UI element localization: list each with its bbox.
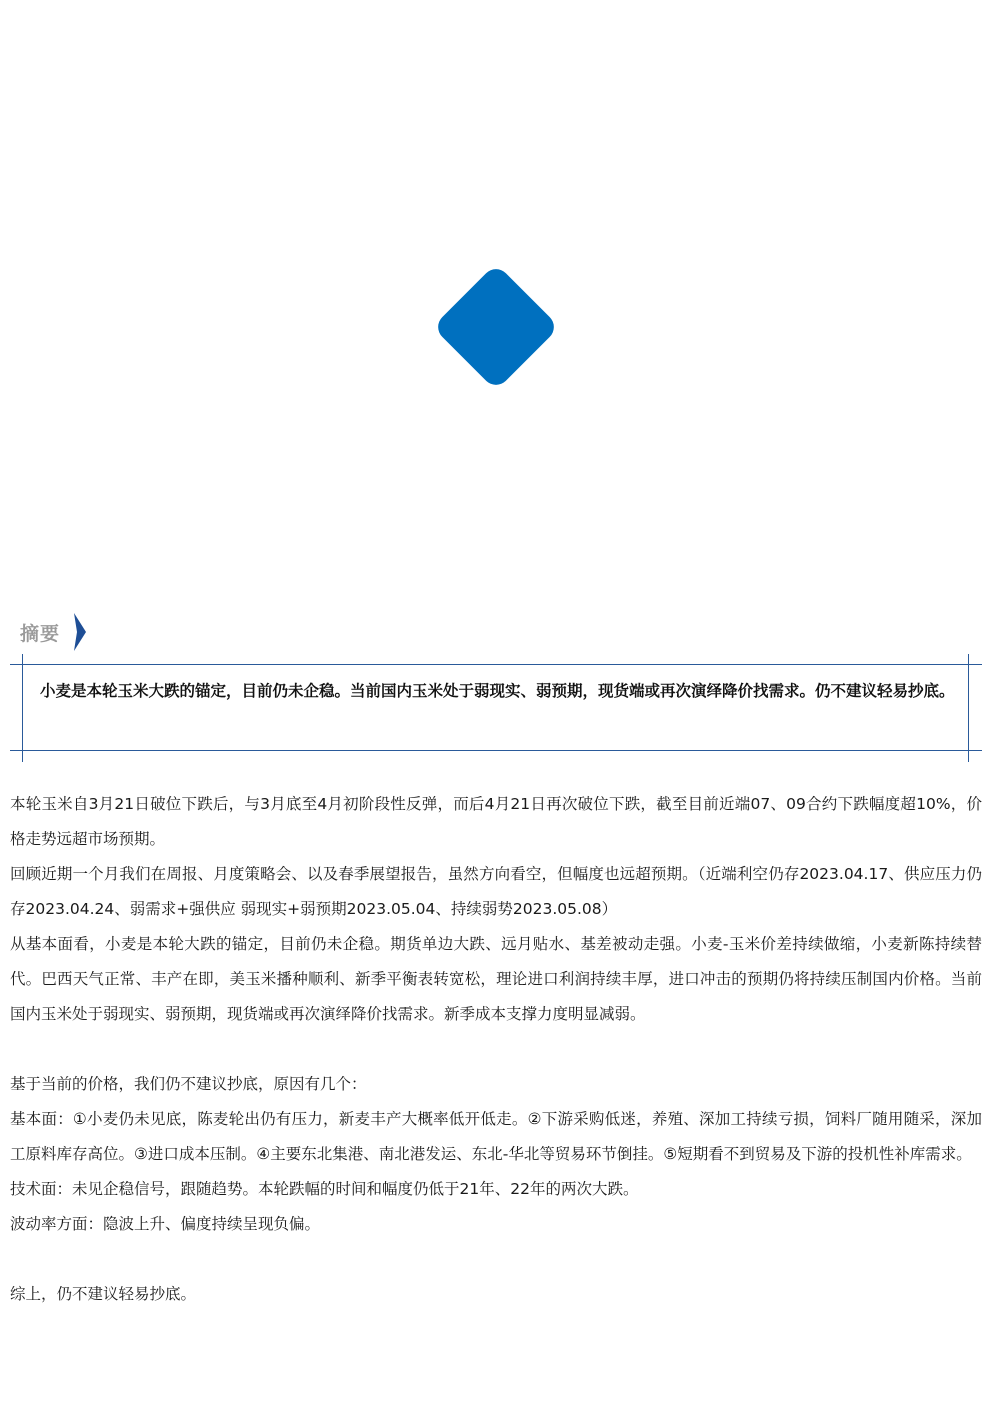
paragraph-overview: 本轮玉米自3月21日破位下跌后，与3月底至4月初阶段性反弹，而后4月21日再次破位下跌，截至目前近端07、09合约下跌幅度超10%，价格走势远超市场预期。: [10, 795, 982, 848]
logo: [424, 255, 568, 399]
summary-title: 摘要: [20, 622, 61, 645]
paragraph-technical: 技术面：未见企稳信号，跟随趋势。本轮跌幅的时间和幅度仍低于21年、22年的两次大跌。: [10, 1180, 639, 1198]
paragraph-fundamentals: 从基本面看，小麦是本轮大跌的锚定，目前仍未企稳。期货单边大跌、远月贴水、基差被动走强。小麦-玉米价差持续做缩，小麦新陈持续替代。巴西天气正常、丰产在即，美玉米播种顺利、新季平衡表转宽松，理论进口利润持续丰厚，进口冲击的预期仍将持续压制国内价格。当前国内玉米处于弱现实、弱预期，现货端或再次演绎降价找需求。新季成本支撑力度明显减弱。: [10, 935, 982, 1023]
blank-line: [10, 1032, 982, 1067]
chevron-right-icon: [74, 613, 86, 651]
blank-line: [10, 1242, 982, 1277]
paragraph-fundamental-reasons: 基本面：①小麦仍未见底，陈麦轮出仍有压力，新麦丰产大概率低开低走。②下游采购低迷，养殖、深加工持续亏损，饲料厂随用随采，深加工原料库存高位。③进口成本压制。④主要东北集港、南北港发运、东北-华北等贸易环节倒挂。⑤短期看不到贸易及下游的投机性补库需求。: [10, 1110, 982, 1163]
summary-bottom-rule: [10, 750, 982, 751]
summary-text: 小麦是本轮玉米大跌的锚定，目前仍未企稳。当前国内玉米处于弱现实、弱预期，现货端或再次演绎降价找需求。仍不建议轻易抄底。: [40, 682, 955, 700]
paragraph-volatility: 波动率方面：隐波上升、偏度持续呈现负偏。: [10, 1215, 321, 1233]
paragraph-review: 回顾近期一个月我们在周报、月度策略会、以及春季展望报告，虽然方向看空，但幅度也远超预期。（近端利空仍存2023.04.17、供应压力仍存2023.04.24、弱需求+强供应 弱现实+弱预期2023.05.04、持续弱势2023.05.08）: [10, 865, 982, 918]
body-content: [10, 787, 982, 1312]
paragraph-conclusion: 综上，仍不建议轻易抄底。: [10, 1285, 197, 1303]
summary-box: [10, 654, 982, 762]
summary-top-rule: [10, 664, 982, 665]
summary-right-rule: [968, 654, 969, 762]
blue-diamond-logo-icon: [424, 255, 568, 399]
summary-left-rule: [22, 654, 23, 762]
paragraph-reasons-intro: 基于当前的价格，我们仍不建议抄底，原因有几个：: [10, 1075, 367, 1093]
summary-section-header: [20, 612, 86, 652]
